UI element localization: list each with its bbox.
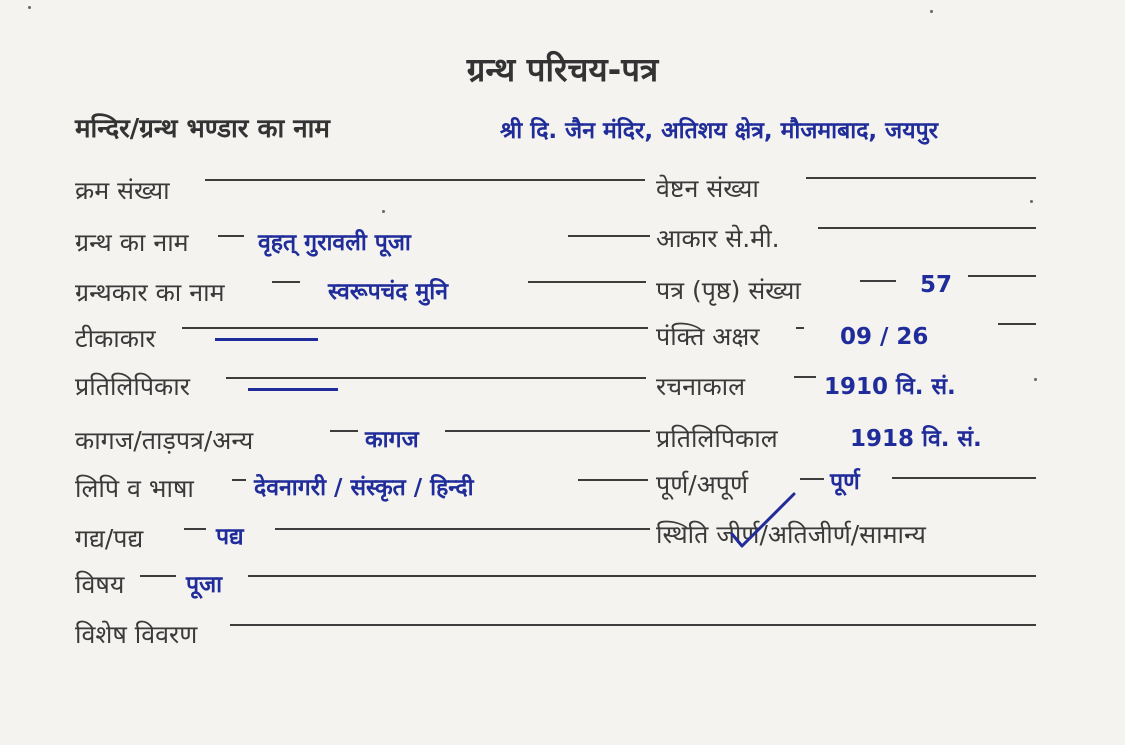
- kagaj-line-a: [330, 430, 358, 432]
- purna-line-b: [892, 477, 1036, 479]
- veshtan-line: [806, 177, 1036, 179]
- purna-apurna-label: पूर्ण/अपूर्ण: [656, 470, 749, 499]
- granth-naam-line-a: [218, 235, 244, 237]
- gadya-padya-value: पद्य: [216, 524, 244, 550]
- gadya-padya-label: गद्य/पद्य: [75, 524, 144, 553]
- granth-naam-value: वृहत् गुरावली पूजा: [258, 230, 411, 256]
- kram-sankhya-line: [205, 179, 645, 181]
- teekakar-line: [182, 327, 648, 329]
- rachnakal-line: [794, 376, 816, 378]
- granthkar-line-a: [272, 281, 300, 283]
- patra-sankhya-label: पत्र (पृष्ठ) संख्या: [656, 276, 801, 305]
- patra-line-b: [968, 275, 1036, 277]
- gadya-line-b: [275, 528, 650, 530]
- teekakar-label: टीकाकार: [75, 324, 156, 353]
- kagaj-label: कागज/ताड़पत्र/अन्य: [75, 426, 254, 455]
- vishay-label: विषय: [75, 570, 125, 599]
- pratilipikar-label: प्रतिलिपिकार: [75, 372, 190, 401]
- lipi-line-b: [578, 479, 648, 481]
- paper-speck: [1034, 378, 1037, 381]
- pankti-akshar-label: पंक्ति अक्षर: [656, 322, 760, 351]
- vishay-value: पूजा: [186, 572, 223, 598]
- granthkar-label: ग्रन्थकार का नाम: [75, 278, 225, 307]
- pratilipikar-line: [226, 377, 646, 379]
- granth-naam-label: ग्रन्थ का नाम: [75, 228, 189, 257]
- vishesh-vivaran-line: [230, 624, 1036, 626]
- pratilipikal-label: प्रतिलिपिकाल: [656, 424, 778, 453]
- aakar-label: आकार से.मी.: [656, 224, 780, 253]
- lipi-bhasha-value: देवनागरी / संस्कृत / हिन्दी: [254, 475, 474, 501]
- rachnakal-label: रचनाकाल: [656, 372, 746, 401]
- rachnakal-value: 1910 वि. सं.: [824, 374, 956, 400]
- checkmark-icon: [728, 490, 798, 550]
- kram-sankhya-label: क्रम संख्या: [75, 176, 170, 205]
- granthkar-line-b: [528, 281, 646, 283]
- purna-apurna-value: पूर्ण: [830, 469, 860, 495]
- paper-speck: [382, 210, 385, 213]
- gadya-line-a: [184, 528, 206, 530]
- pankti-line-a: [796, 327, 804, 329]
- vishay-line-a: [140, 575, 176, 577]
- paper-speck: [28, 6, 31, 9]
- granthkar-value: स्वरूपचंद मुनि: [328, 279, 448, 305]
- vishesh-vivaran-label: विशेष विवरण: [75, 620, 198, 649]
- pankti-line-b: [998, 323, 1036, 325]
- bhandar-name-value: श्री दि. जैन मंदिर, अतिशय क्षेत्र, मौजमाबाद, जयपुर: [500, 118, 939, 144]
- granth-naam-line-b: [568, 235, 650, 237]
- pratilipikar-blank-dash: [248, 388, 338, 391]
- purna-line-a: [800, 478, 824, 480]
- veshtan-sankhya-label: वेष्टन संख्या: [656, 174, 759, 203]
- aakar-line: [818, 227, 1036, 229]
- sthiti-label: स्थिति जीर्ण/अतिजीर्ण/सामान्य: [656, 520, 926, 549]
- pankti-akshar-value: 09 / 26: [840, 324, 929, 350]
- patra-sankhya-value: 57: [920, 272, 953, 298]
- kagaj-value: कागज: [365, 427, 419, 453]
- bhandar-name-label: मन्दिर/ग्रन्थ भण्डार का नाम: [75, 114, 330, 144]
- pratilipikal-value: 1918 वि. सं.: [850, 426, 982, 452]
- patra-line-a: [860, 280, 896, 282]
- lipi-bhasha-label: लिपि व भाषा: [75, 474, 194, 503]
- paper-speck: [1030, 200, 1033, 203]
- teekakar-blank-dash: [215, 338, 318, 341]
- kagaj-line-b: [445, 430, 650, 432]
- paper-speck: [930, 10, 933, 13]
- lipi-line-a: [232, 479, 246, 481]
- vishay-line-b: [248, 575, 1036, 577]
- card-title: ग्रन्थ परिचय-पत्र: [466, 50, 659, 89]
